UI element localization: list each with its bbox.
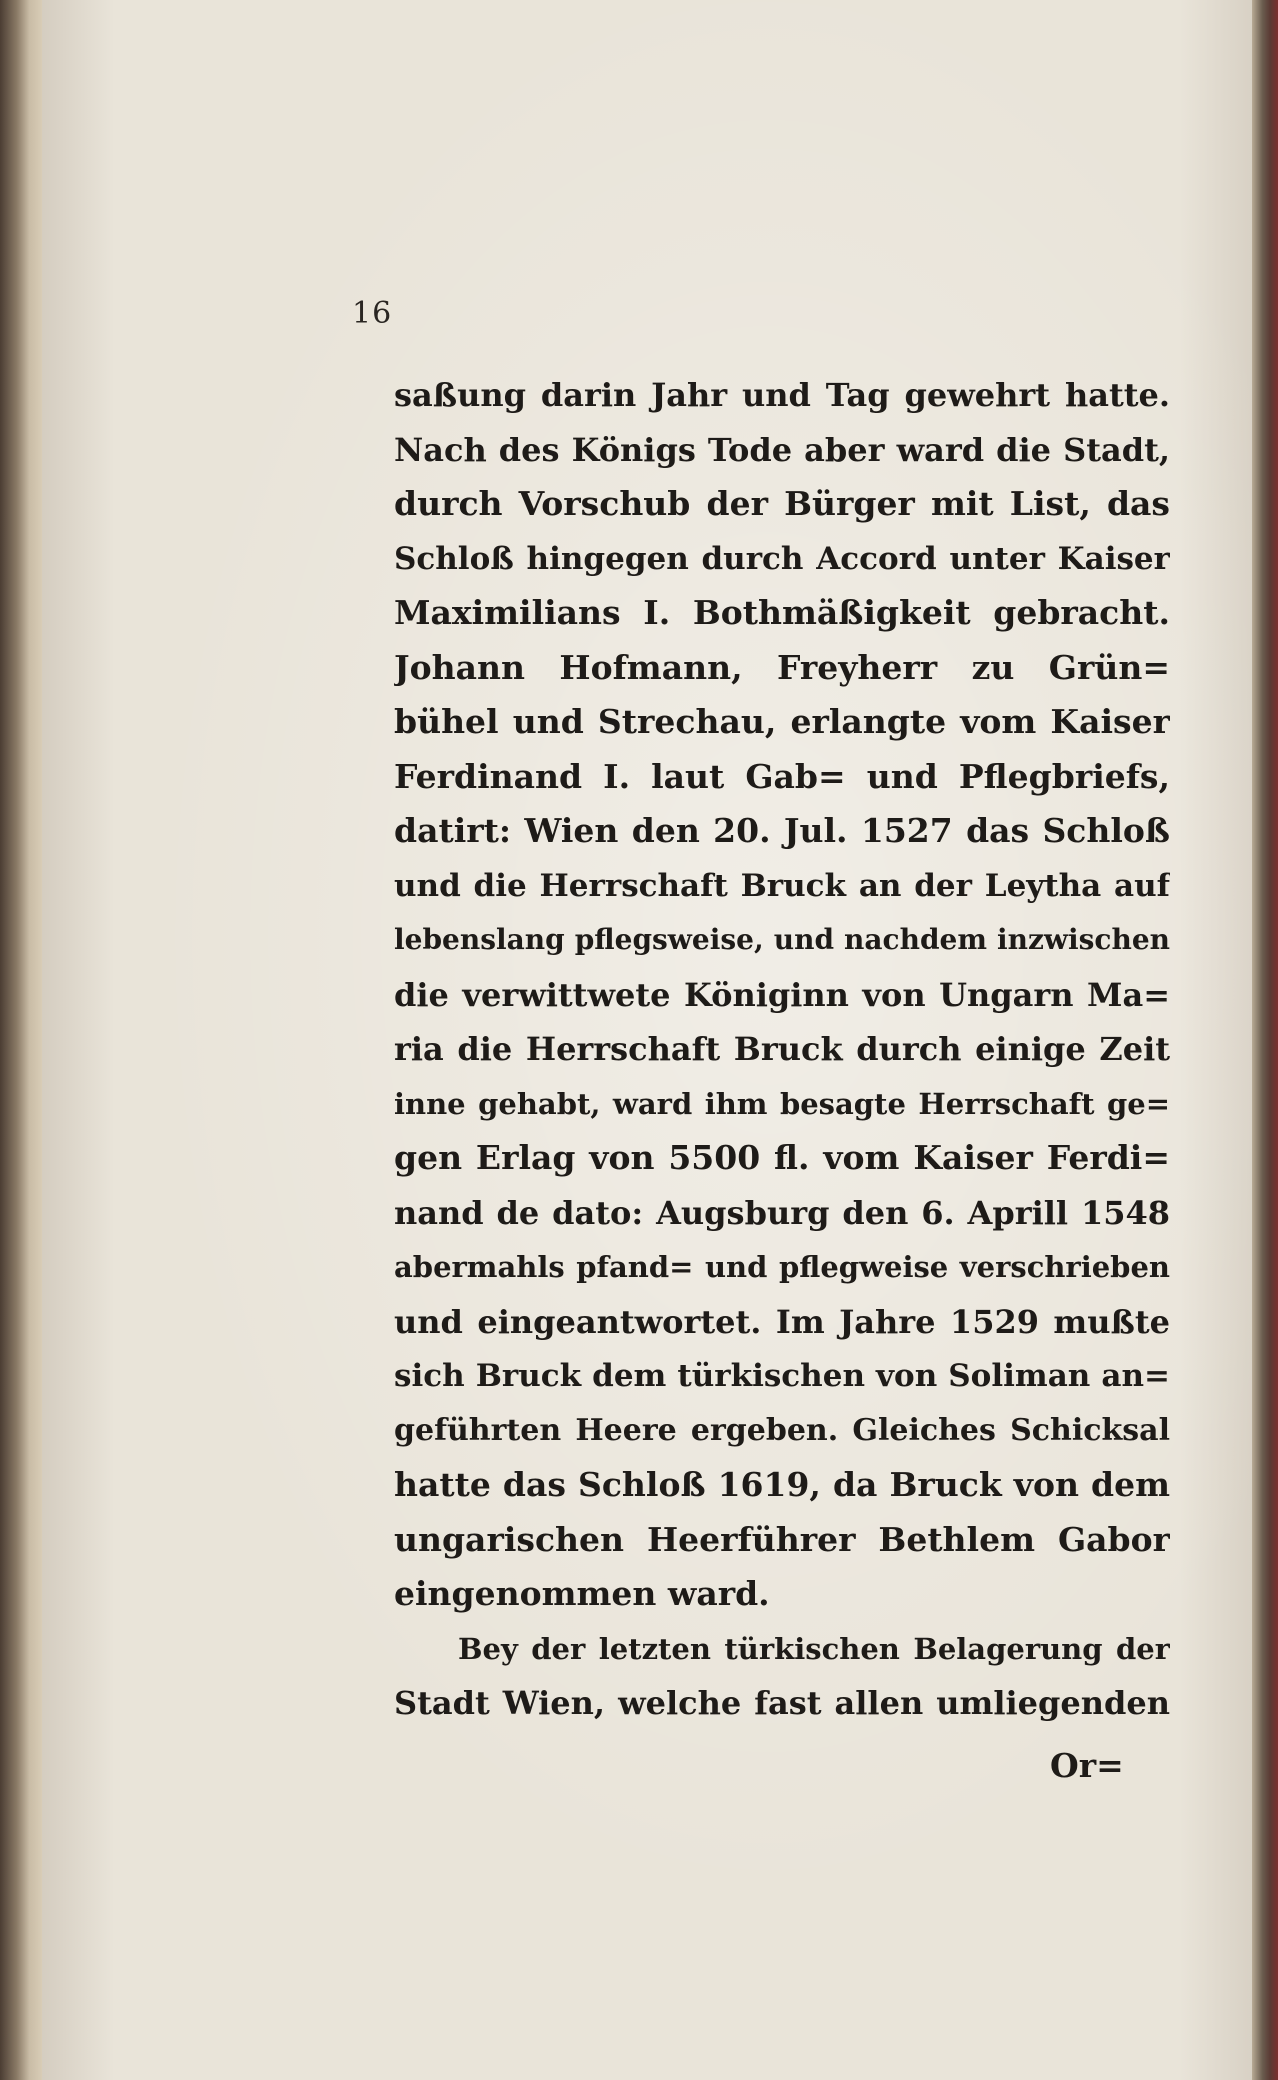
page-number: 16 xyxy=(352,296,393,331)
text-line: Johann Hofmann, Freyherr zu Grün= xyxy=(394,647,1170,687)
text-line: Schloß hingegen durch Accord unter Kaiser xyxy=(394,540,1170,577)
text-line: Stadt Wien, welche fast allen umliegenden xyxy=(394,1684,1170,1722)
text-line: Maximilians I. Bothmäßigkeit gebracht. xyxy=(394,593,1170,632)
text-line: lebenslang pflegsweise, und nachdem inzwischen xyxy=(394,923,1170,956)
body-text xyxy=(394,368,1170,1731)
page-sheet xyxy=(42,0,1252,2080)
text-line: durch Vorschub der Bürger mit List, das xyxy=(394,484,1170,523)
text-line: inne gehabt, ward ihm besagte Herrschaft ge= xyxy=(394,1086,1170,1121)
paragraph-start-line: Bey der letzten türkischen Belagerung der xyxy=(458,1631,1170,1666)
book-cover-edge xyxy=(1252,0,1278,2080)
text-line: datirt: Wien den 20. Jul. 1527 das Schloß xyxy=(394,811,1170,850)
text-line: hatte das Schloß 1619, da Bruck von dem xyxy=(394,1465,1170,1504)
text-line: ungarischen Heerführer Bethlem Gabor xyxy=(394,1519,1170,1559)
text-line: gen Erlag von 5500 fl. vom Kaiser Ferdi= xyxy=(394,1138,1170,1177)
text-line: nand de dato: Augsburg den 6. Aprill 1548 xyxy=(394,1193,1170,1232)
paragraph-end-line: eingenommen ward. xyxy=(394,1574,770,1613)
text-line: saßung darin Jahr und Tag gewehrt hatte. xyxy=(394,376,1170,414)
catchword: Or= xyxy=(1050,1746,1124,1785)
text-line: bühel und Strechau, erlangte vom Kaiser xyxy=(394,702,1170,741)
text-line: abermahls pfand= und pflegweise verschrieben xyxy=(394,1250,1170,1284)
text-line: Nach des Königs Tode aber ward die Stadt, xyxy=(394,430,1170,469)
text-line: Ferdinand I. laut Gab= und Pflegbriefs, xyxy=(394,756,1170,796)
text-line: die verwittwete Königinn von Ungarn Ma= xyxy=(394,975,1170,1014)
text-line: sich Bruck dem türkischen von Soliman an= xyxy=(394,1358,1170,1394)
text-line: und die Herrschaft Bruck an der Leytha auf xyxy=(394,867,1170,904)
book-binding-edge xyxy=(0,0,42,2080)
text-line: und eingeantwortet. Im Jahre 1529 mußte xyxy=(394,1302,1170,1341)
text-line: geführten Heere ergeben. Gleiches Schicksal xyxy=(394,1412,1170,1448)
text-line: ria die Herrschaft Bruck durch einige Zeit xyxy=(394,1030,1170,1068)
